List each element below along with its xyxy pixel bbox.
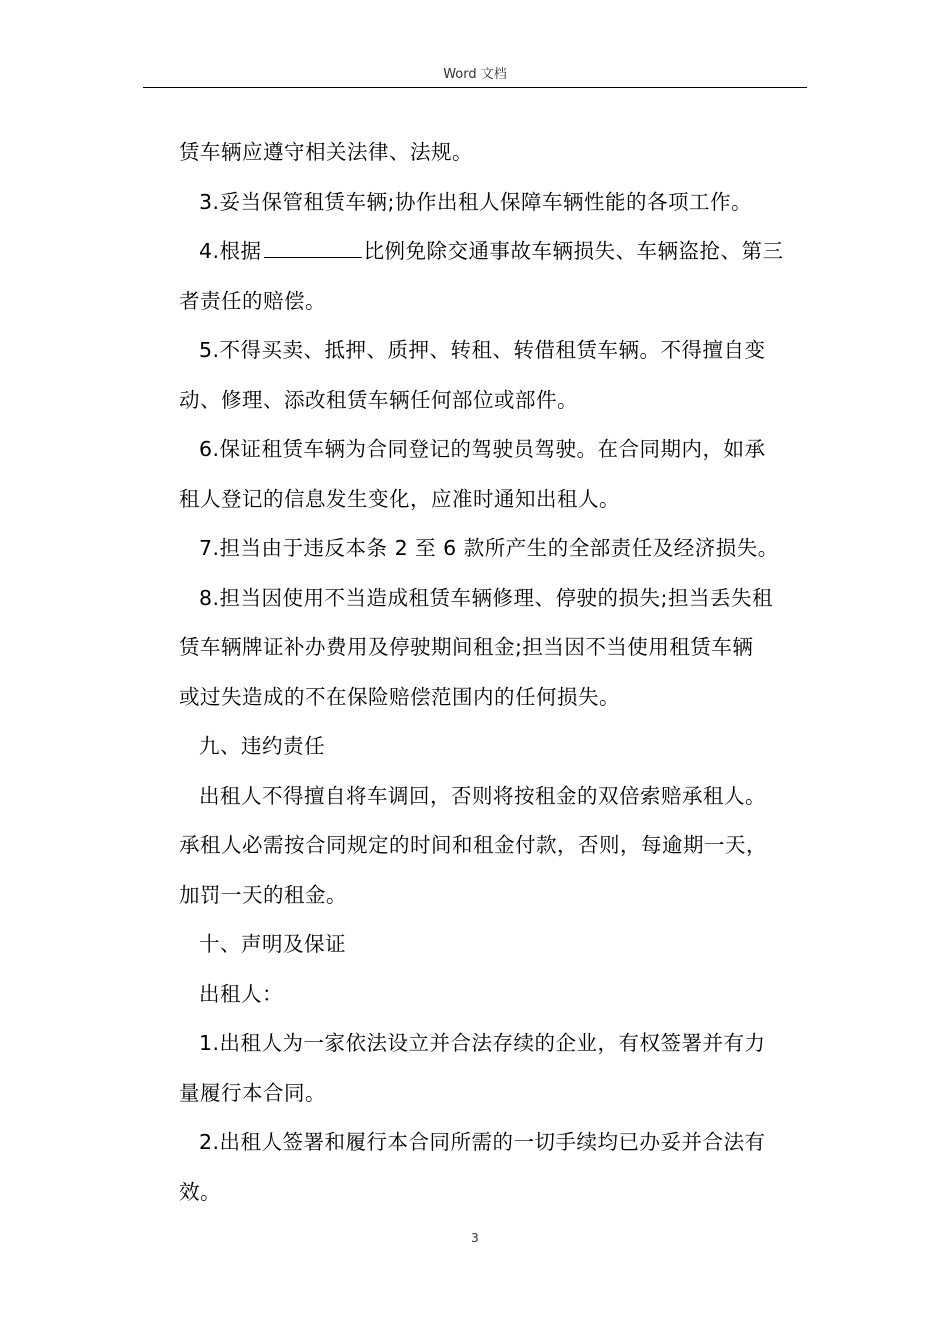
paragraph-line	[179, 227, 791, 277]
paragraph-line: 量履行本合同。	[179, 1080, 326, 1105]
document-body	[179, 128, 791, 1217]
paragraph-line: 1.出租人为一家依法设立并合法存续的企业，有权签署并有力	[199, 1031, 766, 1055]
paragraph-line: 7.担当由于违反本条 2 至 6 款所产生的全部责任及经济损失。	[199, 536, 779, 560]
paragraph-line: 租人登记的信息发生变化，应准时通知出租人。	[179, 486, 620, 511]
fill-in-blank	[264, 233, 362, 258]
paragraph-text: 比例免除交通事故车辆损失、车辆盗抢、第三	[363, 239, 784, 263]
paragraph-line: 3.妥当保管租赁车辆;协作出租人保障车辆性能的各项工作。	[199, 189, 752, 214]
section-heading: 十、声明及保证	[199, 932, 346, 956]
paragraph-line: 加罚一天的租金。	[179, 882, 347, 907]
paragraph-line: 或过失造成的不在保险赔偿范围内的任何损失。	[179, 684, 620, 709]
paragraph-line: 赁车辆应遵守相关法律、法规。	[179, 140, 473, 164]
page-number: 3	[471, 1231, 479, 1245]
paragraph-line: 赁车辆牌证补办费用及停驶期间租金;担当因不当使用租赁车辆	[179, 635, 754, 659]
paragraph-line: 8.担当因使用不当造成租赁车辆修理、停驶的损失;担当丢失租	[199, 585, 773, 610]
header-divider	[143, 87, 807, 88]
paragraph-line: 2.出租人签署和履行本合同所需的一切手续均已办妥并合法有	[199, 1130, 766, 1154]
paragraph-line: 者责任的赔偿。	[179, 288, 326, 313]
paragraph-line: 出租人不得擅自将车调回，否则将按租金的双倍索赔承租人。	[199, 783, 766, 808]
paragraph-line: 出租人：	[199, 981, 283, 1006]
page-header-title: Word 文档	[443, 67, 507, 82]
paragraph-line: 承租人必需按合同规定的时间和租金付款，否则，每逾期一天，	[179, 833, 767, 857]
section-heading: 九、违约责任	[199, 734, 325, 758]
paragraph-line: 5.不得买卖、抵押、质押、转租、转借租赁车辆。不得擅自变	[199, 338, 766, 362]
paragraph-line: 效。	[179, 1179, 221, 1204]
paragraph-line: 6.保证租赁车辆为合同登记的驾驶员驾驶。在合同期内，如承	[199, 437, 766, 461]
paragraph-text: 4.根据	[199, 239, 262, 263]
paragraph-line: 动、修理、添改租赁车辆任何部位或部件。	[179, 387, 578, 412]
